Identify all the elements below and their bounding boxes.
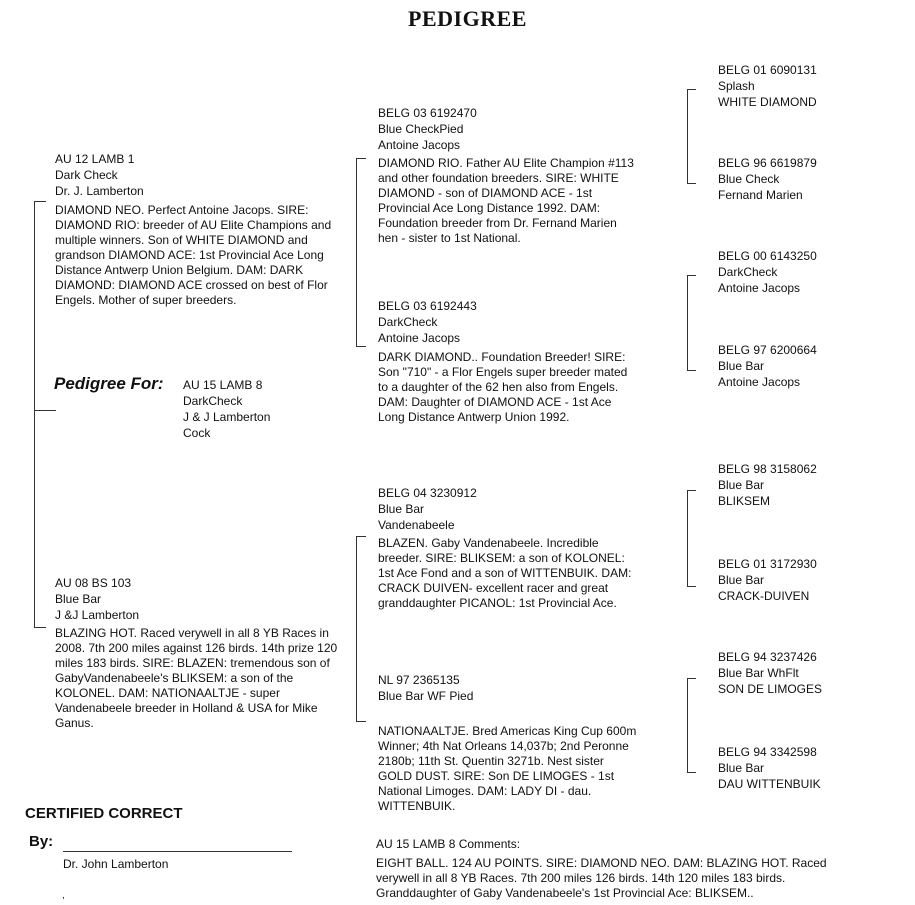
bracket-g2-1 [687, 89, 688, 183]
gen3-band: BELG 01 3172930 [718, 557, 817, 571]
gen3-band: BELG 00 6143250 [718, 249, 817, 263]
bracket-sire-tick-bottom [356, 346, 366, 347]
gen3-name: Antoine Jacops [718, 281, 801, 295]
dam-owner: J &J Lamberton [55, 608, 140, 622]
gen2-band: NL 97 2365135 [378, 673, 460, 687]
bracket-sire [356, 158, 357, 346]
gen3-entry [718, 461, 817, 509]
signer-mark: , [62, 890, 65, 901]
sire-header [55, 151, 144, 199]
gen3-band: BELG 94 3237426 [718, 650, 817, 664]
bracket-g2-4 [687, 678, 688, 772]
gen3-band: BELG 01 6090131 [718, 63, 817, 77]
gen3-band: BELG 94 3342598 [718, 745, 817, 759]
signer-name: Dr. John Lamberton [63, 857, 169, 871]
gen2-owner: Vandenabeele [378, 518, 455, 532]
bracket-g2-3-tick-top [687, 490, 696, 491]
gen3-color: Splash [718, 79, 755, 93]
gen2-band: BELG 03 6192443 [378, 299, 477, 313]
subject-color: DarkCheck [183, 394, 243, 408]
comments-heading: AU 15 LAMB 8 Comments: [376, 837, 521, 851]
gen3-color: Blue Bar [718, 478, 765, 492]
gen3-entry [718, 62, 817, 110]
gen2-description: DARK DIAMOND.. Foundation Breeder! SIRE: Son "710" - a Flor Engels super breeder mated to a daughter of the 62 hen also from Engels. DAM: Daughter of DIAMOND ACE - 1st Ace Long Distance Antwerp Union 1992. [378, 350, 628, 424]
gen2-description: BLAZEN. Gaby Vandenabeele. Incredible breeder. SIRE: BLIKSEM: a son of KOLONEL: 1st Ace Fond and a son of WITTENBUIK. DAM: CRACK DUIVEN- excellent racer and great granddaughter PICANOL: 1st Provincial Ace. [378, 536, 632, 610]
gen2-header [378, 485, 477, 533]
page-title: PEDIGREE [408, 6, 527, 31]
gen3-name: WHITE DIAMOND [718, 95, 817, 109]
gen3-entry [718, 155, 817, 203]
sire-description: DIAMOND NEO. Perfect Antoine Jacops. SIRE: DIAMOND RIO: breeder of AU Elite Champions and multiple winners. Son of WHITE DIAMOND and grandson DIAMOND ACE: 1st Provincial Ace Long Distance Antwerp Union Belgium. DAM: DARK DIAMOND: DIAMOND ACE crossed on best of Flor Engels. Mother of super breeders. [55, 203, 332, 307]
gen2-band: BELG 03 6192470 [378, 106, 477, 120]
gen3-band: BELG 97 6200664 [718, 343, 817, 357]
bracket-sire-tick-top [356, 158, 366, 159]
gen2-owner: Antoine Jacops [378, 331, 461, 345]
bracket-gen1 [34, 201, 35, 627]
subject-band: AU 15 LAMB 8 [183, 378, 263, 392]
bracket-g2-4-tick-top [687, 678, 696, 679]
gen3-entry [718, 649, 822, 697]
bracket-g2-4-tick-bottom [687, 772, 696, 773]
sire-owner: Dr. J. Lamberton [55, 184, 144, 198]
gen3-color: Blue Bar [718, 359, 765, 373]
bracket-gen1-tick-top [34, 201, 46, 202]
gen3-entry [718, 556, 817, 604]
bracket-g2-1-tick-bottom [687, 183, 696, 184]
gen2-description: NATIONAALTJE. Bred Americas King Cup 600m Winner; 4th Nat Orleans 14,037b; 2nd Peronne 2180b; 11th St. Quentin 3271b. Nest sister GOLD DUST. SIRE: Son DE LIMOGES - 1st National Limoges. DAM: LADY DI - dau. WITTENBUIK. [378, 724, 637, 813]
gen3-color: DarkCheck [718, 265, 778, 279]
bracket-dam [356, 536, 357, 721]
signature-line [63, 851, 292, 852]
gen2-color: DarkCheck [378, 315, 438, 329]
gen3-color: Blue Bar [718, 573, 765, 587]
gen3-name: CRACK-DUIVEN [718, 589, 810, 603]
subject-sex: Cock [183, 426, 211, 440]
pedigree-for-label: Pedigree For: [54, 374, 164, 393]
dam-color: Blue Bar [55, 592, 102, 606]
dam-header [55, 575, 139, 623]
bracket-gen1-connector [34, 410, 56, 411]
sire-color: Dark Check [55, 168, 118, 182]
comments-text: EIGHT BALL. 124 AU POINTS. SIRE: DIAMOND NEO. DAM: BLAZING HOT. Raced verywell in all 8 YB Races. 7th 200 miles 126 birds. 14th 120 miles 183 birds. Granddaughter of Gaby Vandenabeele's 1st Provincial Ace: BLIKSEM.. [376, 856, 827, 900]
bracket-g2-2-tick-bottom [687, 370, 696, 371]
bracket-gen1-tick-bottom [34, 627, 46, 628]
gen2-header [378, 105, 477, 153]
gen2-owner: Antoine Jacops [378, 138, 461, 152]
gen3-entry [718, 342, 817, 390]
gen3-name: DAU WITTENBUIK [718, 777, 821, 791]
gen2-description: DIAMOND RIO. Father AU Elite Champion #113 and other foundation breeders. SIRE: WHITE DIAMOND - son of DIAMOND ACE - 1st Provincial Ace Long Distance 1992. DAM: Foundation breeder from Dr. Fernand Marien hen - sister to 1st National. [378, 156, 634, 245]
bracket-g2-3 [687, 490, 688, 586]
gen2-color: Blue CheckPied [378, 122, 464, 136]
gen2-color: Blue Bar WF Pied [378, 689, 474, 703]
gen2-color: Blue Bar [378, 502, 425, 516]
gen3-entry [718, 248, 817, 296]
certified-correct-heading: CERTIFIED CORRECT [25, 805, 183, 822]
bracket-dam-tick-bottom [356, 721, 366, 722]
gen2-header [378, 298, 477, 346]
gen3-name: SON DE LIMOGES [718, 682, 823, 696]
gen3-color: Blue Bar [718, 761, 765, 775]
dam-band: AU 08 BS 103 [55, 576, 132, 590]
gen3-color: Blue Check [718, 172, 780, 186]
subject-header [183, 377, 270, 441]
gen2-header [378, 672, 473, 704]
gen3-entry [718, 744, 821, 792]
bracket-g2-2-tick-top [687, 275, 696, 276]
gen3-band: BELG 96 6619879 [718, 156, 817, 170]
gen3-name: Antoine Jacops [718, 375, 801, 389]
gen3-color: Blue Bar WhFlt [718, 666, 799, 680]
sire-band: AU 12 LAMB 1 [55, 152, 135, 166]
dam-description: BLAZING HOT. Raced verywell in all 8 YB Races in 2008. 7th 200 miles against 126 birds. 14th prize 120 miles 183 birds. SIRE: BLAZEN: tremendous son of GabyVandenabeele's BLIKSEM: a son of the KOLONEL. DAM: NATIONAALTJE - super Vandenabeele breeder in Holland & USA for Mike Ganus. [55, 626, 338, 730]
gen3-band: BELG 98 3158062 [718, 462, 817, 476]
bracket-g2-3-tick-bottom [687, 586, 696, 587]
bracket-g2-1-tick-top [687, 89, 696, 90]
gen3-name: BLIKSEM [718, 494, 771, 508]
bracket-dam-tick-top [356, 536, 366, 537]
by-label: By: [29, 833, 54, 850]
gen2-band: BELG 04 3230912 [378, 486, 477, 500]
subject-owner: J & J Lamberton [183, 410, 271, 424]
bracket-g2-2 [687, 275, 688, 370]
gen3-name: Fernand Marien [718, 188, 803, 202]
